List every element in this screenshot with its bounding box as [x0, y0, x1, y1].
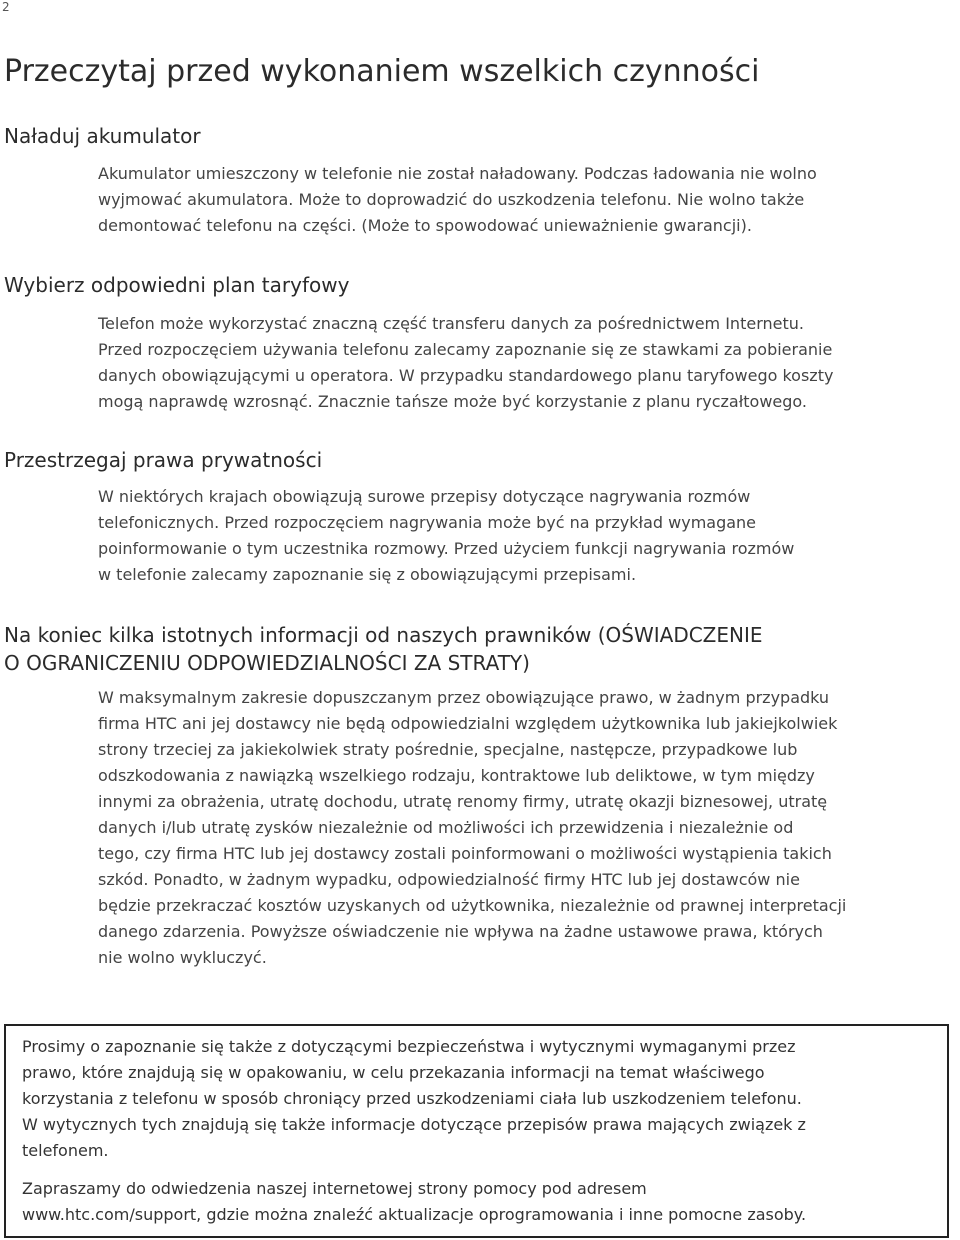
text-line: Prosimy o zapoznanie się także z dotyczącymi bezpieczeństwa i wytycznymi wymaganymi przez	[22, 1037, 796, 1056]
text-line: poinformowanie o tym uczestnika rozmowy. Przed użyciem funkcji nagrywania rozmów	[98, 539, 795, 558]
section-body-charge-battery	[98, 161, 817, 239]
text-line: odszkodowania z nawiązką wszelkiego rodzaju, kontraktowe lub deliktowe, w tym między	[98, 766, 815, 785]
text-line: będzie przekraczać kosztów uzyskanych od użytkownika, niezależnie od prawnej interpretacji	[98, 896, 847, 915]
heading-line: Na koniec kilka istotnych informacji od naszych prawników (OŚWIADCZENIE	[4, 623, 763, 647]
text-line: szkód. Ponadto, w żadnym wypadku, odpowiedzialność firmy HTC lub jej dostawców nie	[98, 870, 800, 889]
text-line: firma HTC ani jej dostawcy nie będą odpowiedzialni względem użytkownika lub jakiejkolwiek	[98, 714, 838, 733]
section-body-privacy	[98, 484, 794, 588]
section-heading-charge-battery: Naładuj akumulator	[4, 124, 201, 148]
text-line: W maksymalnym zakresie dopuszczanym przez obowiązujące prawo, w żadnym przypadku	[98, 688, 830, 707]
text-line: w telefonie zalecamy zapoznanie się z obowiązującymi przepisami.	[98, 565, 637, 584]
text-line: mogą naprawdę wzrosnąć. Znacznie tańsze może być korzystanie z planu ryczałtowego.	[98, 392, 807, 411]
text-line: nie wolno wykluczyć.	[98, 948, 267, 967]
page-title: Przeczytaj przed wykonaniem wszelkich czynności	[4, 54, 760, 89]
section-heading-privacy: Przestrzegaj prawa prywatności	[4, 448, 323, 472]
heading-line: O OGRANICZENIU ODPOWIEDZIALNOŚCI ZA STRATY)	[4, 651, 530, 675]
section-heading-disclaimer	[4, 621, 763, 677]
section-heading-data-plan: Wybierz odpowiedni plan taryfowy	[4, 273, 350, 297]
text-line: telefonicznych. Przed rozpoczęciem nagrywania może być na przykład wymagane	[98, 513, 757, 532]
text-line: Przed rozpoczęciem używania telefonu zalecamy zapoznanie się ze stawkami za pobieranie	[98, 340, 833, 359]
text-line: korzystania z telefonu w sposób chroniący przed uszkodzeniami ciała lub uszkodzeniem telefonu.	[22, 1089, 802, 1108]
text-line: danych obowiązującymi u operatora. W przypadku standardowego planu taryfowego koszty	[98, 366, 834, 385]
text-line: innymi za obrażenia, utratę dochodu, utratę renomy firmy, utratę okazji biznesowej, utratę	[98, 792, 828, 811]
page-number: 2	[2, 0, 10, 14]
text-line: Telefon może wykorzystać znaczną część transferu danych za pośrednictwem Internetu.	[98, 314, 804, 333]
text-line: Zapraszamy do odwiedzenia naszej internetowej strony pomocy pod adresem	[22, 1179, 647, 1198]
notice-paragraph-support	[22, 1176, 806, 1228]
text-line: Akumulator umieszczony w telefonie nie został naładowany. Podczas ładowania nie wolno	[98, 164, 817, 183]
text-line: telefonem.	[22, 1141, 109, 1160]
text-line: danych i/lub utratę zysków niezależnie od możliwości ich przewidzenia i niezależnie od	[98, 818, 794, 837]
text-line: wyjmować akumulatora. Może to doprowadzić do uszkodzenia telefonu. Nie wolno także	[98, 190, 805, 209]
notice-paragraph-safety	[22, 1034, 806, 1164]
section-body-data-plan	[98, 311, 833, 415]
text-line: demontować telefonu na części. (Może to spowodować unieważnienie gwarancji).	[98, 216, 752, 235]
text-line: tego, czy firma HTC lub jej dostawcy zostali poinformowani o możliwości wystąpienia takich	[98, 844, 832, 863]
text-line: danego zdarzenia. Powyższe oświadczenie nie wpływa na żadne ustawowe prawa, których	[98, 922, 823, 941]
section-body-disclaimer	[98, 685, 846, 971]
text-line: www.htc.com/support, gdzie można znaleźć aktualizacje oprogramowania i inne pomocne zasoby.	[22, 1205, 807, 1224]
text-line: W niektórych krajach obowiązują surowe przepisy dotyczące nagrywania rozmów	[98, 487, 751, 506]
text-line: prawo, które znajdują się w opakowaniu, w celu przekazania informacji na temat właściwego	[22, 1063, 765, 1082]
text-line: strony trzeciej za jakiekolwiek straty pośrednie, specjalne, następcze, przypadkowe lub	[98, 740, 798, 759]
notice-box	[4, 1024, 949, 1238]
text-line: W wytycznych tych znajdują się także informacje dotyczące przepisów prawa mających związek z	[22, 1115, 806, 1134]
